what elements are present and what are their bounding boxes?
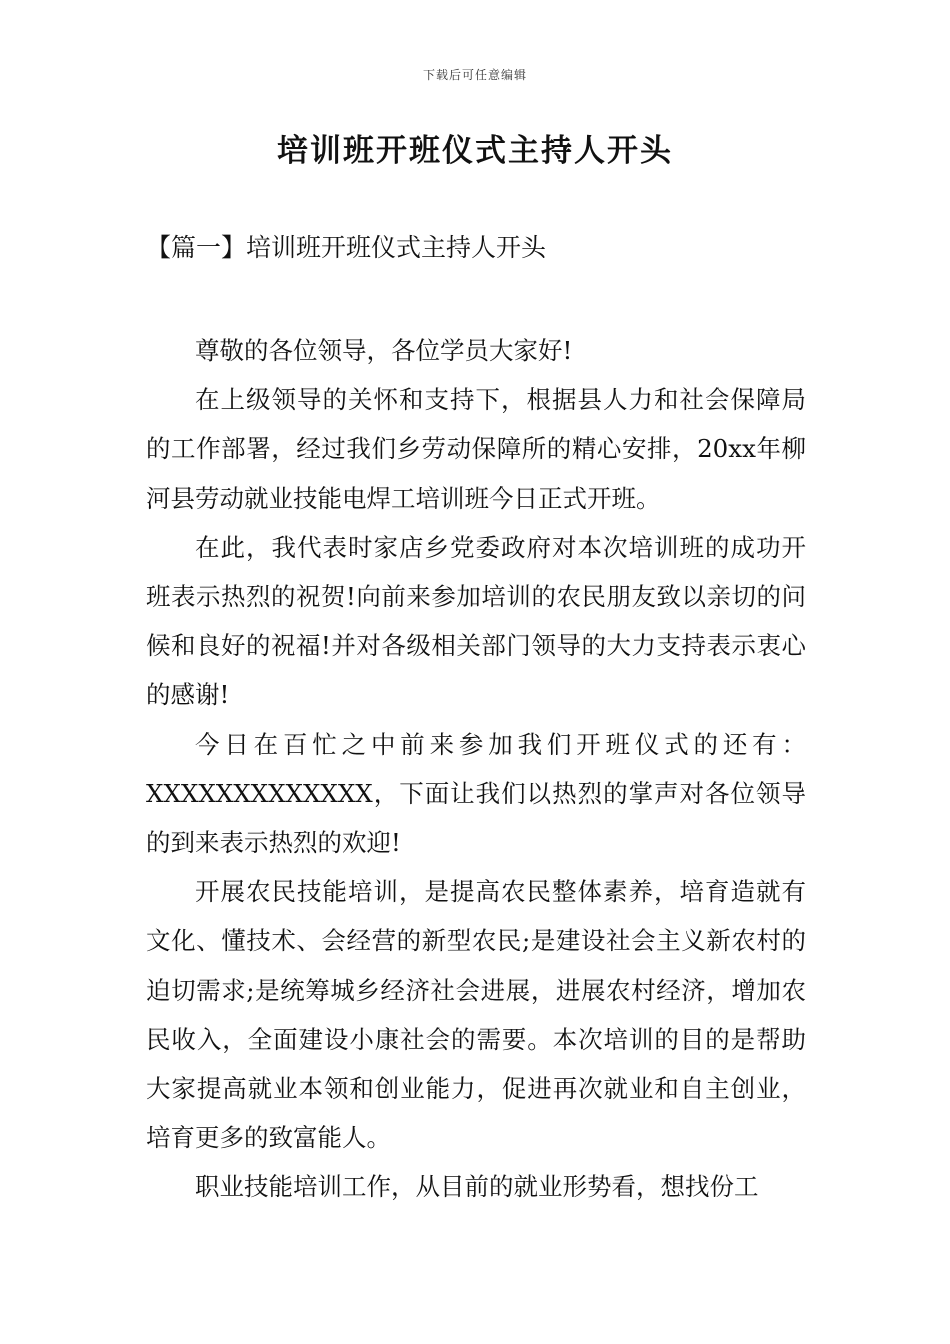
- header-note: 下载后可任意编辑: [422, 68, 527, 82]
- document-body: [146, 326, 806, 1212]
- paragraph-greeting: 尊敬的各位领导，各位学员大家好!: [195, 336, 573, 365]
- section-heading: 【篇一】培训班开班仪式主持人开头: [146, 233, 547, 262]
- paragraph-opening: 在上级领导的关怀和支持下，根据县人力和社会保障局的工作部署，经过我们乡劳动保障所的精心安排，20xx年柳河县劳动就业技能电焊工培训班今日正式开班。: [146, 385, 806, 513]
- paragraph-congratulations: 在此，我代表时家店乡党委政府对本次培训班的成功开班表示热烈的祝贺!向前来参加培训的农民朋友致以亲切的问候和良好的祝福!并对各级相关部门领导的大力支持表示衷心的感谢!: [146, 532, 806, 710]
- paragraph-employment: 职业技能培训工作，从目前的就业形势看，想找份工: [195, 1172, 759, 1202]
- paragraph-purpose: 开展农民技能培训，是提高农民整体素养，培育造就有文化、懂技术、会经营的新型农民;是建设社会主义新农村的迫切需求;是统筹城乡经济社会进展，进展农村经济，增加农民收入，全面建设小康社会的需要。本次培训的目的是帮助大家提高就业本领和创业能力，促进再次就业和自主创业，培育更多的致富能人。: [146, 877, 806, 1153]
- paragraph-guests: 今日在百忙之中前来参加我们开班仪式的还有：XXXXXXXXXXXXX，下面让我们以热烈的掌声对各位领导的到来表示热烈的欢迎!: [146, 729, 806, 858]
- document-title: 培训班开班仪式主持人开头: [277, 133, 673, 169]
